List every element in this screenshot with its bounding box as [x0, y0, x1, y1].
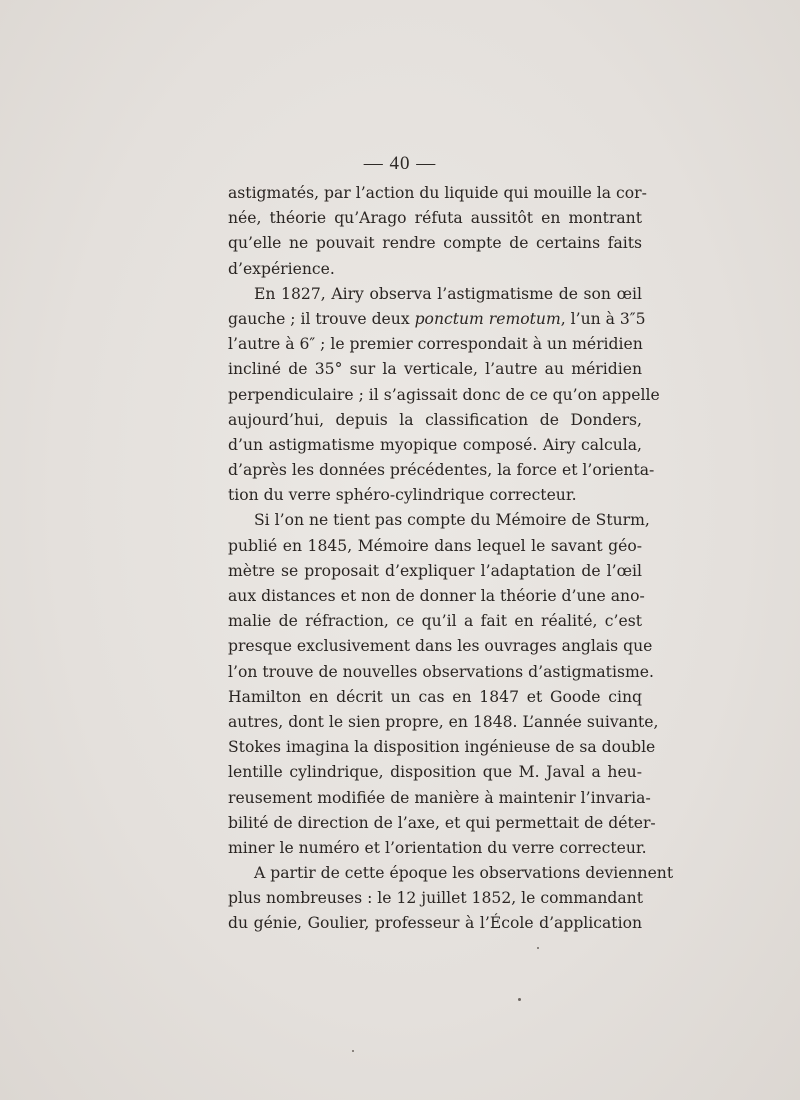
- text-line: incliné de 35° sur la verticale, l’autre au méridien: [228, 360, 642, 379]
- text-line: l’on trouve de nouvelles observations d’astigmatisme.: [228, 662, 654, 681]
- text-line: tion du verre sphéro-cylindrique correcteur.: [228, 486, 577, 505]
- text-line: perpendiculaire ; il s’agissait donc de ce qu’on appelle: [228, 385, 660, 404]
- text-line: du génie, Goulier, professeur à l’École d’application: [228, 914, 642, 933]
- text-line: aux distances et non de donner la théorie d’une ano-: [228, 587, 645, 605]
- text-line: qu’elle ne pouvait rendre compte de certains faits: [228, 234, 642, 253]
- text-line: Si l’on ne tient pas compte du Mémoire de Sturm,: [254, 511, 650, 530]
- text-line: presque exclusivement dans les ouvrages anglais que: [228, 637, 653, 656]
- text-line: d’après les données précédentes, la force et l’orienta-: [228, 461, 655, 480]
- paper-speck: [518, 998, 521, 1001]
- body-text: [228, 181, 674, 937]
- text-line: autres, dont le sien propre, en 1848. L’année suivante,: [228, 712, 659, 731]
- text-line: lentille cylindrique, disposition que M. Javal a heu-: [228, 763, 642, 782]
- text-line: d’expérience.: [228, 259, 335, 278]
- text-line: astigmatés, par l’action du liquide qui mouille la cor-: [228, 184, 647, 202]
- text-line: l’autre à 6″ ; le premier correspondait à un méridien: [228, 335, 643, 354]
- text-line: reusement modifiée de manière à maintenir l’invaria-: [228, 788, 651, 807]
- text-line: En 1827, Airy observa l’astigmatisme de son œil: [254, 284, 642, 303]
- text-line: plus nombreuses : le 12 juillet 1852, le commandant: [228, 889, 643, 908]
- text-line: miner le numéro et l’orientation du verre correcteur.: [228, 838, 647, 857]
- text-line: bilité de direction de l’axe, et qui permettait de déter-: [228, 813, 656, 832]
- italic-term: ponctum remotum: [414, 309, 561, 328]
- text-line: aujourd’hui, depuis la classification de Donders,: [228, 410, 642, 429]
- text-line: Stokes imagina la disposition ingénieuse de sa double: [228, 738, 656, 757]
- text-line: d’un astigmatisme myopique composé. Airy calcula,: [228, 435, 642, 454]
- paper-speck: [537, 947, 539, 949]
- text-line: mètre se proposait d’expliquer l’adaptation de l’œil: [228, 561, 642, 580]
- text-line: née, théorie qu’Arago réfuta aussitôt en montrant: [228, 209, 642, 228]
- page-number: — 40 —: [363, 153, 437, 174]
- text-line: publié en 1845, Mémoire dans lequel le savant géo-: [228, 536, 642, 555]
- text-line: malie de réfraction, ce qu’il a fait en réalité, c’est: [228, 612, 642, 631]
- paper-speck: [352, 1050, 354, 1052]
- text-line: A partir de cette époque les observations deviennent: [254, 864, 674, 883]
- text-line: gauche ; il trouve deux ponctum remotum, l’un à 3″5: [228, 309, 646, 328]
- text-line: Hamilton en décrit un cas en 1847 et Goode cinq: [228, 687, 642, 706]
